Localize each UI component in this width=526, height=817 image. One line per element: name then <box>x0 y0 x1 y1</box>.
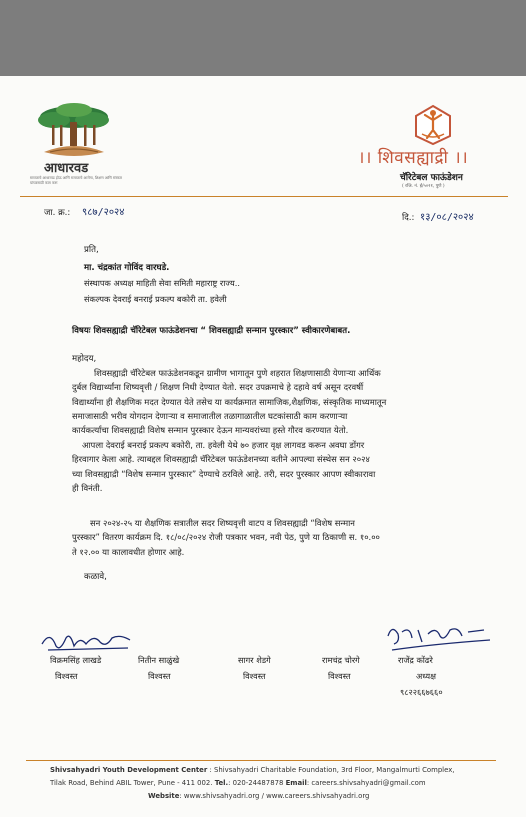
recipient-designation: संस्थापक अध्यक्ष माहिती सेवा समिती महाराष्ट्र राज्य.. <box>84 278 240 288</box>
signatory-name-2: नितीन साळुंखे <box>138 655 180 665</box>
signatory-role-4: विश्वस्त <box>328 671 351 681</box>
paragraph-line: कार्यकर्त्यांचा शिवसह्याद्री विशेष सन्मान पुरस्कार देऊन मान्यवरांच्या हस्ते गौरव करण्यात येतो. <box>72 425 349 436</box>
paragraph-line: ते १२.०० या कालावधीत होणार आहे. <box>72 546 185 557</box>
paragraph-line: ही विनंती. <box>72 482 103 493</box>
signatory-phone: ९८२२६६७६६० <box>400 687 443 697</box>
footer-website-value[interactable]: : www.shivsahyadri.org / www.careers.shivsahyadri.org <box>179 792 370 800</box>
foundation-emblem-icon <box>408 100 458 146</box>
footer-email-label: Email <box>285 779 307 787</box>
signatory-role-3: विश्वस्त <box>243 671 266 681</box>
footer-tel-label: Tel. <box>214 779 229 787</box>
signatory-name-4: रामचंद्र चोरगे <box>322 655 360 665</box>
paragraph-line: पुरस्कार” वितरण कार्यक्रम दि. १८/०८/२०२४ रोजी पत्रकार भवन, नवी पेठ, पुणे या ठिकाणी स. १०.०० <box>72 532 380 543</box>
footer-line-2 <box>50 779 426 787</box>
reference-label: जा. क्र.: <box>44 208 71 218</box>
foundation-title: ।। शिवसह्याद्री ।। <box>358 148 469 168</box>
signatory-name-3: सागर शेडगे <box>238 655 271 665</box>
signature-vikramsinh-icon <box>40 628 135 656</box>
signatory-name-5: राजेंद्र कोंढरे <box>398 655 433 665</box>
paragraph-line: दुर्बल विद्यार्थ्यांना शिष्यवृत्ती / शिक्षण निधी देण्यात येतो. सदर उपक्रमाचे हे दहावे वर्ष असून दरवर्षी <box>72 382 364 393</box>
recipient-name: मा. चंद्रकांत गोविंद वारघडे. <box>84 263 170 273</box>
footer-address-part2: Tilak Road, Behind ABIL Tower, Pune - 411 002. <box>50 779 213 787</box>
paragraph-line: समाजासाठी भरीव योगदान देणाऱ्या व समाजातील तळागाळातील घटकांसाठी काम करणाऱ्या <box>72 410 348 421</box>
footer-line-3 <box>148 792 369 800</box>
signatory-role-5: अध्यक्ष <box>416 671 436 681</box>
paragraph-line: शिवसह्याद्री चॅरिटेबल फाऊंडेशनकडून ग्रामीण भागातून पुणे शहरात शिक्षणासाठी येणाऱ्या आर्थिक <box>94 368 381 378</box>
paragraph-award <box>72 438 375 495</box>
footer-tel-value: : 020-24487878 <box>228 779 284 787</box>
recipient-project: संकल्पक देवराई बनराई प्रकल्प बकोरी ता. हवेली <box>84 294 227 304</box>
paragraph-event <box>72 516 380 559</box>
registration-number: ( रजि. नं. ई/५०२१, पुणे ) <box>402 184 445 189</box>
banyan-tree-logo-icon <box>34 102 114 160</box>
signatory-name-1: विक्रमसिंह लाखडे <box>50 655 102 665</box>
header-divider <box>20 196 508 197</box>
foundation-subtitle: चॅरिटेबल फाऊंडेशन <box>400 173 463 183</box>
salutation: महोदय, <box>72 354 97 364</box>
date-label: दि.: <box>402 213 415 223</box>
footer-email-value[interactable]: : careers.shivsahyadri@gmail.com <box>306 779 426 787</box>
paragraph-line: आपला देवराई बनराई प्रकल्प बकोरी, ता. हवेली येथे ७० हजार वृक्ष लागवड करून अवघा डोंगर <box>82 440 365 450</box>
closing: कळावे, <box>84 572 107 582</box>
paragraph-intro <box>72 366 386 437</box>
footer-website-label: Website <box>148 792 180 800</box>
footer-address-part1: : Shivsahyadri Charitable Foundation, 3rd Floor, Mangalmurti Complex, <box>209 766 455 774</box>
to-label: प्रति, <box>84 245 99 255</box>
paragraph-line: च्या शिवसह्याद्री “विशेष सन्मान पुरस्कार” देण्याचे ठरविले आहे. तरी, सदर पुरस्कार आपण स्वीकारावा <box>72 468 376 479</box>
signatory-role-1: विश्वस्त <box>55 671 78 681</box>
left-org-tagline: समाजाचे आधारवड होऊ आणि समाजाचे आरोग्य, शिक्षण आणि संस्कार यांच्यासाठी काम करू <box>30 176 123 185</box>
subject-line: विषयः शिवसह्याद्री चॅरिटेबल फाऊंडेशनचा “ शिवसह्याद्री सन्मान पुरस्कार” स्वीकारणेबाबत. <box>72 326 351 336</box>
signature-rajendra-icon <box>384 622 494 656</box>
letter-date: १३/०८/२०२४ <box>420 212 474 223</box>
reference-number: ९८७/२०२४ <box>82 207 125 218</box>
paragraph-line: हिरवागार केला आहे. त्याबद्दल शिवसह्याद्री चॅरिटेबल फाऊंडेशनच्या वतीने आपल्या संस्थेस सन २०२४ <box>72 454 370 465</box>
footer-center-name: Shivsahyadri Youth Development Center <box>50 766 208 774</box>
paragraph-line: सन २०२४-२५ या शैक्षणिक सत्रातील सदर शिष्यवृत्ती वाटप व शिवसह्याद्री “विशेष सन्मान <box>90 518 355 528</box>
footer-line-1 <box>50 766 455 774</box>
signatory-role-2: विश्वस्त <box>148 671 171 681</box>
paragraph-line: विद्यार्थ्यांना ही शैक्षणिक मदत देण्यात येते तसेच या कार्यक्रमात सामाजिक,शैक्षणिक, संस्कृतिक माध्यमातून <box>72 396 387 407</box>
footer-divider <box>26 760 496 761</box>
left-org-name: आधारवड <box>44 161 89 176</box>
